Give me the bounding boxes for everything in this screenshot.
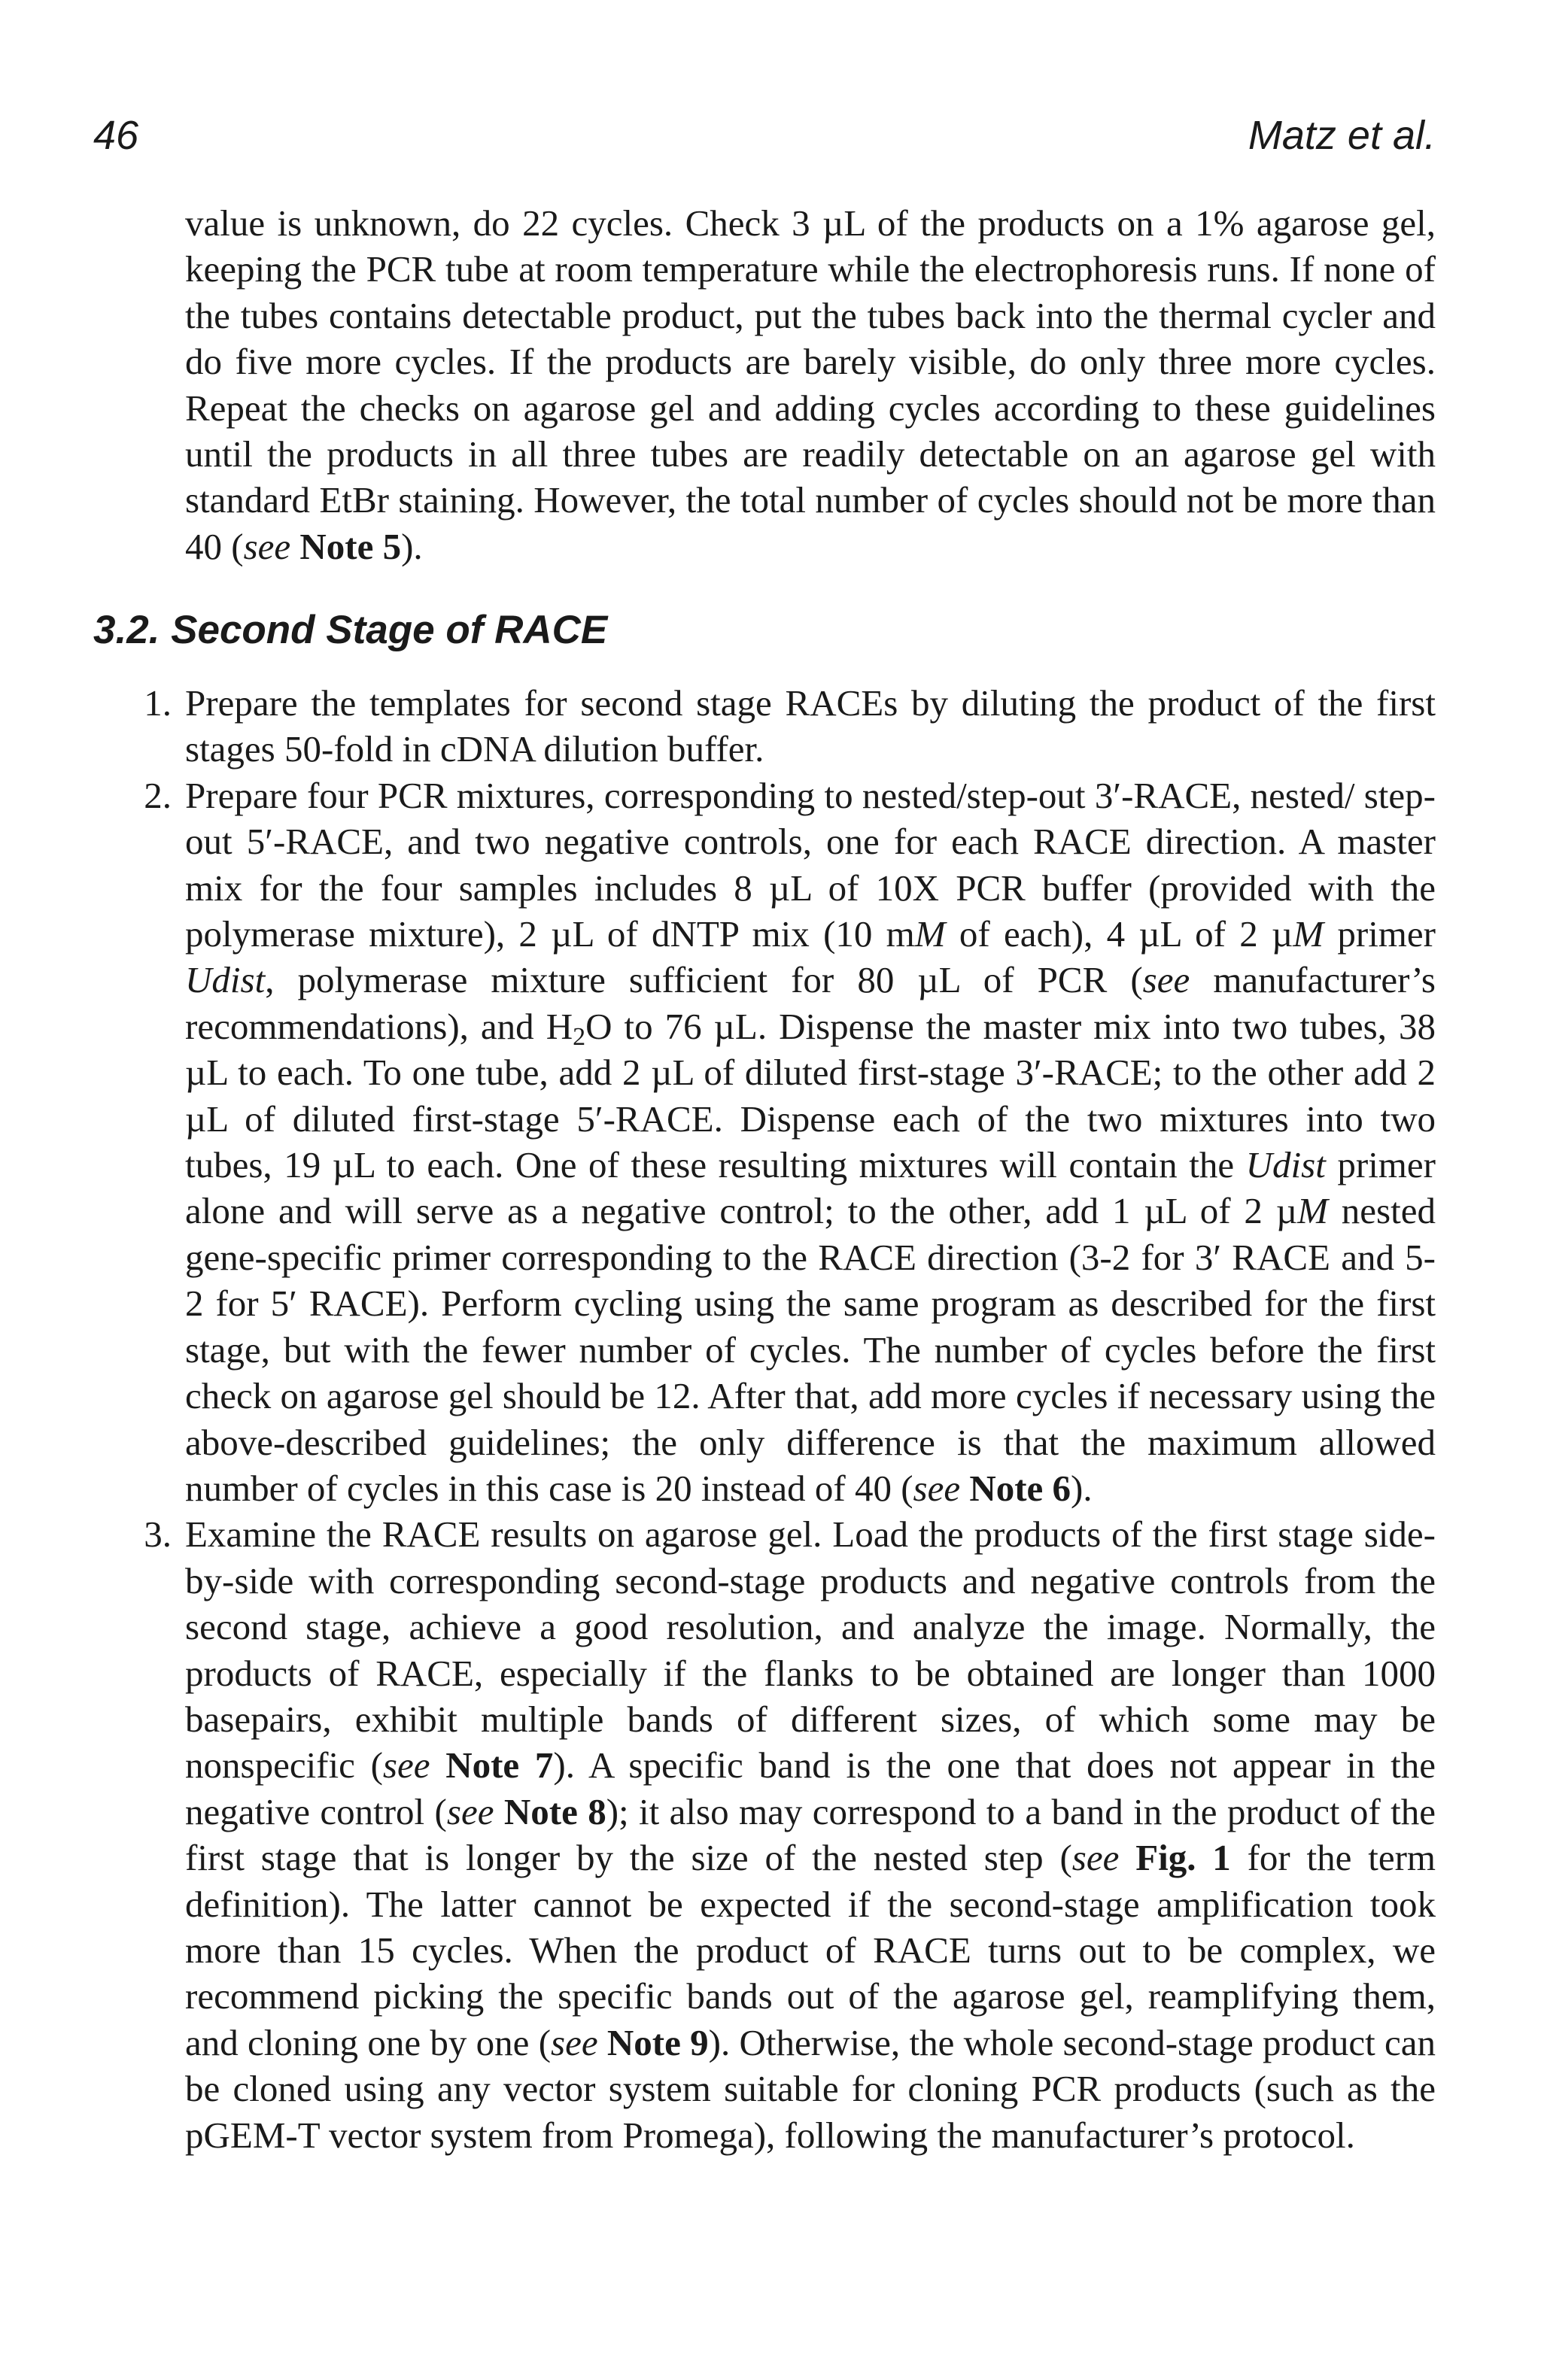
primer-name: Udist: [1245, 1144, 1326, 1186]
text-run: Prepare four PCR mixtures, corresponding to nested/step-out 3′-RACE, nested/ step-out 5′-RACE, and two negative controls, one for each RACE direction. A master mix for the four samples includes 8 µL of 10X PCR buffer (provided with the polymerase mixture), 2 µL of dNTP mix (10 m: [185, 774, 1436, 955]
unit-italic: M: [1297, 1190, 1328, 1232]
subscript: 2: [573, 1022, 586, 1051]
step-text: [185, 1511, 1436, 2158]
note-ref: Note 5: [299, 525, 402, 567]
step-list: [144, 680, 1436, 2158]
see-ref: see: [551, 2021, 598, 2063]
text-run: Examine the RACE results on agarose gel. Load the products of the first stage side-by-side with corresponding second-stage products and negative controls from the second stage, achieve a good resolution, and analyze the image. Normally, the products of RACE, especially if the flanks to be obtained are longer than 1000 basepairs, exhibit multiple bands of different sizes, of which some may be nonspecific (: [185, 1513, 1436, 1787]
text-run: of each), 4 µL of 2 µ: [945, 913, 1293, 955]
page-number: 46: [93, 113, 139, 158]
text-run: ).: [1071, 1467, 1093, 1509]
see-ref: see: [913, 1467, 961, 1509]
running-head-authors: Matz et al.: [1248, 113, 1436, 158]
text-run: ); it also may correspond to a band in the product of the first stage that is longer by the size of the nested step (: [185, 1790, 1436, 1879]
see-ref: see: [382, 1744, 430, 1787]
text-run: ). A specific band is the one that does not appear in the negative control (: [185, 1744, 1436, 1832]
step-item-2: [144, 773, 1436, 1512]
text-run: nested gene-specific primer corresponding to the RACE direction (3-2 for 3′ RACE and 5-2 for 5′ RACE). Perform cycling using the same program as described for the first stage, but with the fewer number of cycles. The number of cycles before the first check on agarose gel should be 12. After that, add more cycles if necessary using the above-described guidelines; the only difference is that the maximum allowed number of cycles in this case is 20 instead of 40 (: [185, 1190, 1436, 1509]
step-item-1: [144, 680, 1436, 773]
section-heading: 3.2. Second Stage of RACE: [93, 608, 608, 652]
unit-italic: M: [1293, 913, 1324, 955]
step-text: [185, 773, 1436, 1512]
note-ref: Note 6: [969, 1467, 1071, 1509]
figure-ref: Fig. 1: [1135, 1837, 1231, 1879]
text-run: , polymerase mixture sufficient for 80 µL of PCR (: [265, 959, 1143, 1001]
note-ref: Note 7: [445, 1744, 554, 1787]
note-ref: Note 9: [606, 2021, 709, 2063]
see-ref: see: [243, 525, 291, 567]
text-run: O to 76 µL. Dispense the master mix into two tubes, 38 µL to each. To one tube, add 2 µL of diluted first-stage 3′-RACE; to the other add 2 µL of diluted first-stage 5′-RACE. Dispense each of the two mixtures into two tubes, 19 µL to each. One of these resulting mixtures will contain the: [185, 1005, 1436, 1186]
primer-name: Udist: [185, 959, 266, 1001]
see-ref: see: [446, 1790, 494, 1832]
step-number: 2.: [144, 774, 172, 816]
continuation-paragraph: [185, 200, 1436, 569]
unit-italic: M: [914, 913, 946, 955]
note-ref: Note 8: [503, 1790, 606, 1832]
continuation-text-end: ).: [401, 525, 423, 567]
step-item-3: [144, 1511, 1436, 2158]
step-number: 3.: [144, 1513, 172, 1556]
continuation-text: value is unknown, do 22 cycles. Check 3 µL of the products on a 1% agarose gel, keeping the PCR tube at room temperature while the electrophoresis runs. If none of the tubes contains detectable product, put the tubes back into the thermal cycler and do five more cycles. If the products are barely visible, do only three more cycles. Repeat the checks on agarose gel and adding cycles according to these guidelines until the products in all three tubes are readily detectable on an agarose gel with standard EtBr staining. However, the total number of cycles should not be more than 40 (: [185, 202, 1436, 567]
see-ref: see: [1142, 959, 1190, 1001]
text-run: ). Otherwise, the whole second-stage product can be cloned using any vector system suitable for cloning PCR products (such as the pGEM-T vector system from Promega), following the manufacturer’s protocol.: [185, 2021, 1436, 2156]
step-text: Prepare the templates for second stage RACEs by diluting the product of the first stages 50-fold in cDNA dilution buffer.: [185, 682, 1436, 770]
text-run: primer: [1324, 913, 1436, 955]
text-run: for the term definition). The latter cannot be expected if the second-stage amplification took more than 15 cycles. When the product of RACE turns out to be complex, we recommend picking the specific bands out of the agarose gel, reamplifying them, and cloning one by one (: [185, 1837, 1436, 2063]
step-number: 1.: [144, 682, 172, 724]
text-run: primer alone and will serve as a negative control; to the other, add 1 µL of 2 µ: [185, 1144, 1436, 1232]
text-run: manufacturer’s recommendations), and H: [185, 959, 1436, 1047]
see-ref: see: [1071, 1837, 1120, 1879]
